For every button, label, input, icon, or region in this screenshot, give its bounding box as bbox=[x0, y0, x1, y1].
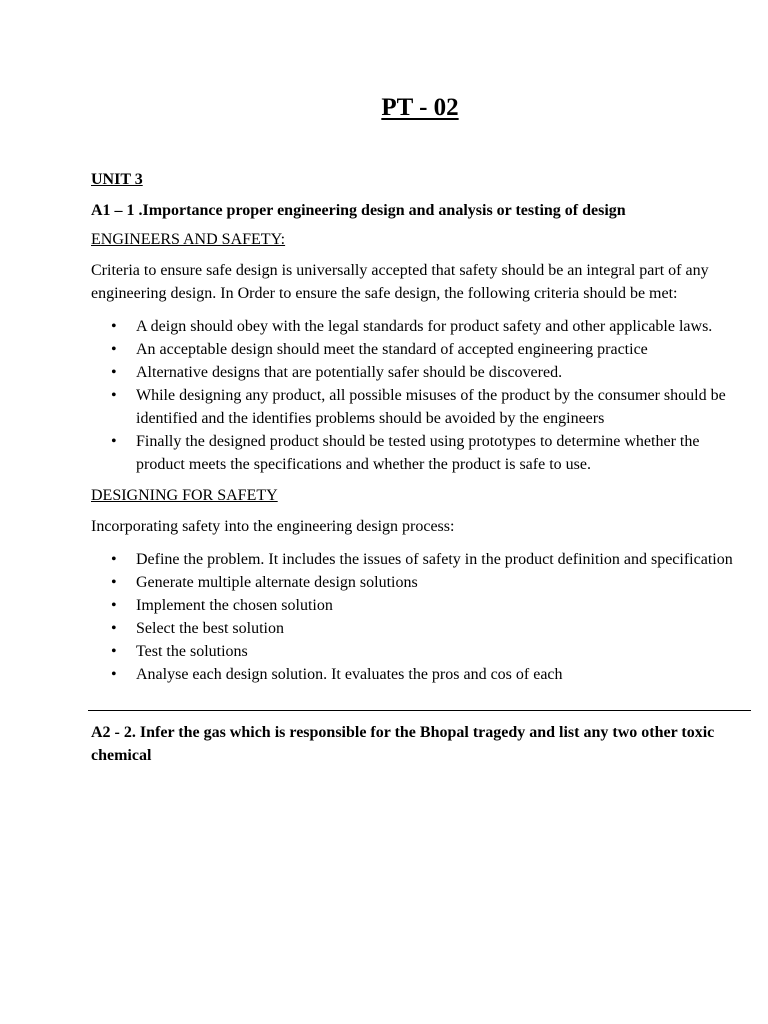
list-item: • Alternative designs that are potentially safer should be discovered. bbox=[91, 361, 751, 384]
question-a2: A2 - 2. Infer the gas which is responsible for the Bhopal tragedy and list any two other toxic chemical bbox=[91, 724, 715, 764]
list-item: • Define the problem. It includes the issues of safety in the product definition and specification bbox=[91, 548, 751, 571]
list-item: • While designing any product, all possible misuses of the product by the consumer should be identified and the identifies problems should be avoided by the engineers bbox=[91, 384, 751, 430]
list-item: • A deign should obey with the legal standards for product safety and other applicable laws. bbox=[91, 315, 751, 338]
section-paragraph: Incorporating safety into the engineering design process: bbox=[91, 518, 455, 535]
list-item: • Implement the chosen solution bbox=[91, 594, 751, 617]
list-item: • Test the solutions bbox=[91, 640, 751, 663]
list-item: • Select the best solution bbox=[91, 617, 751, 640]
page-title: PT - 02 bbox=[381, 94, 459, 121]
document-body bbox=[91, 168, 751, 773]
section-heading-engineers-safety: ENGINEERS AND SAFETY: bbox=[91, 231, 286, 248]
question-a1: A1 – 1 .Importance proper engineering design and analysis or testing of design bbox=[91, 202, 626, 219]
bullet-list-criteria bbox=[91, 315, 751, 476]
horizontal-divider bbox=[88, 710, 751, 711]
section-heading-designing-safety: DESIGNING FOR SAFETY bbox=[91, 487, 278, 504]
bullet-list-process bbox=[91, 548, 751, 686]
list-item: • Generate multiple alternate design solutions bbox=[91, 571, 751, 594]
section-paragraph: Criteria to ensure safe design is universally accepted that safety should be an integral part of any engineering design. In Order to ensure the safe design, the following criteria should be met: bbox=[91, 262, 709, 302]
list-item: • Analyse each design solution. It evaluates the pros and cos of each bbox=[91, 663, 751, 686]
unit-heading: UNIT 3 bbox=[91, 171, 143, 188]
list-item: • Finally the designed product should be tested using prototypes to determine whether the product meets the specifications and whether the product is safe to use. bbox=[91, 430, 751, 476]
list-item: • An acceptable design should meet the standard of accepted engineering practice bbox=[91, 338, 751, 361]
